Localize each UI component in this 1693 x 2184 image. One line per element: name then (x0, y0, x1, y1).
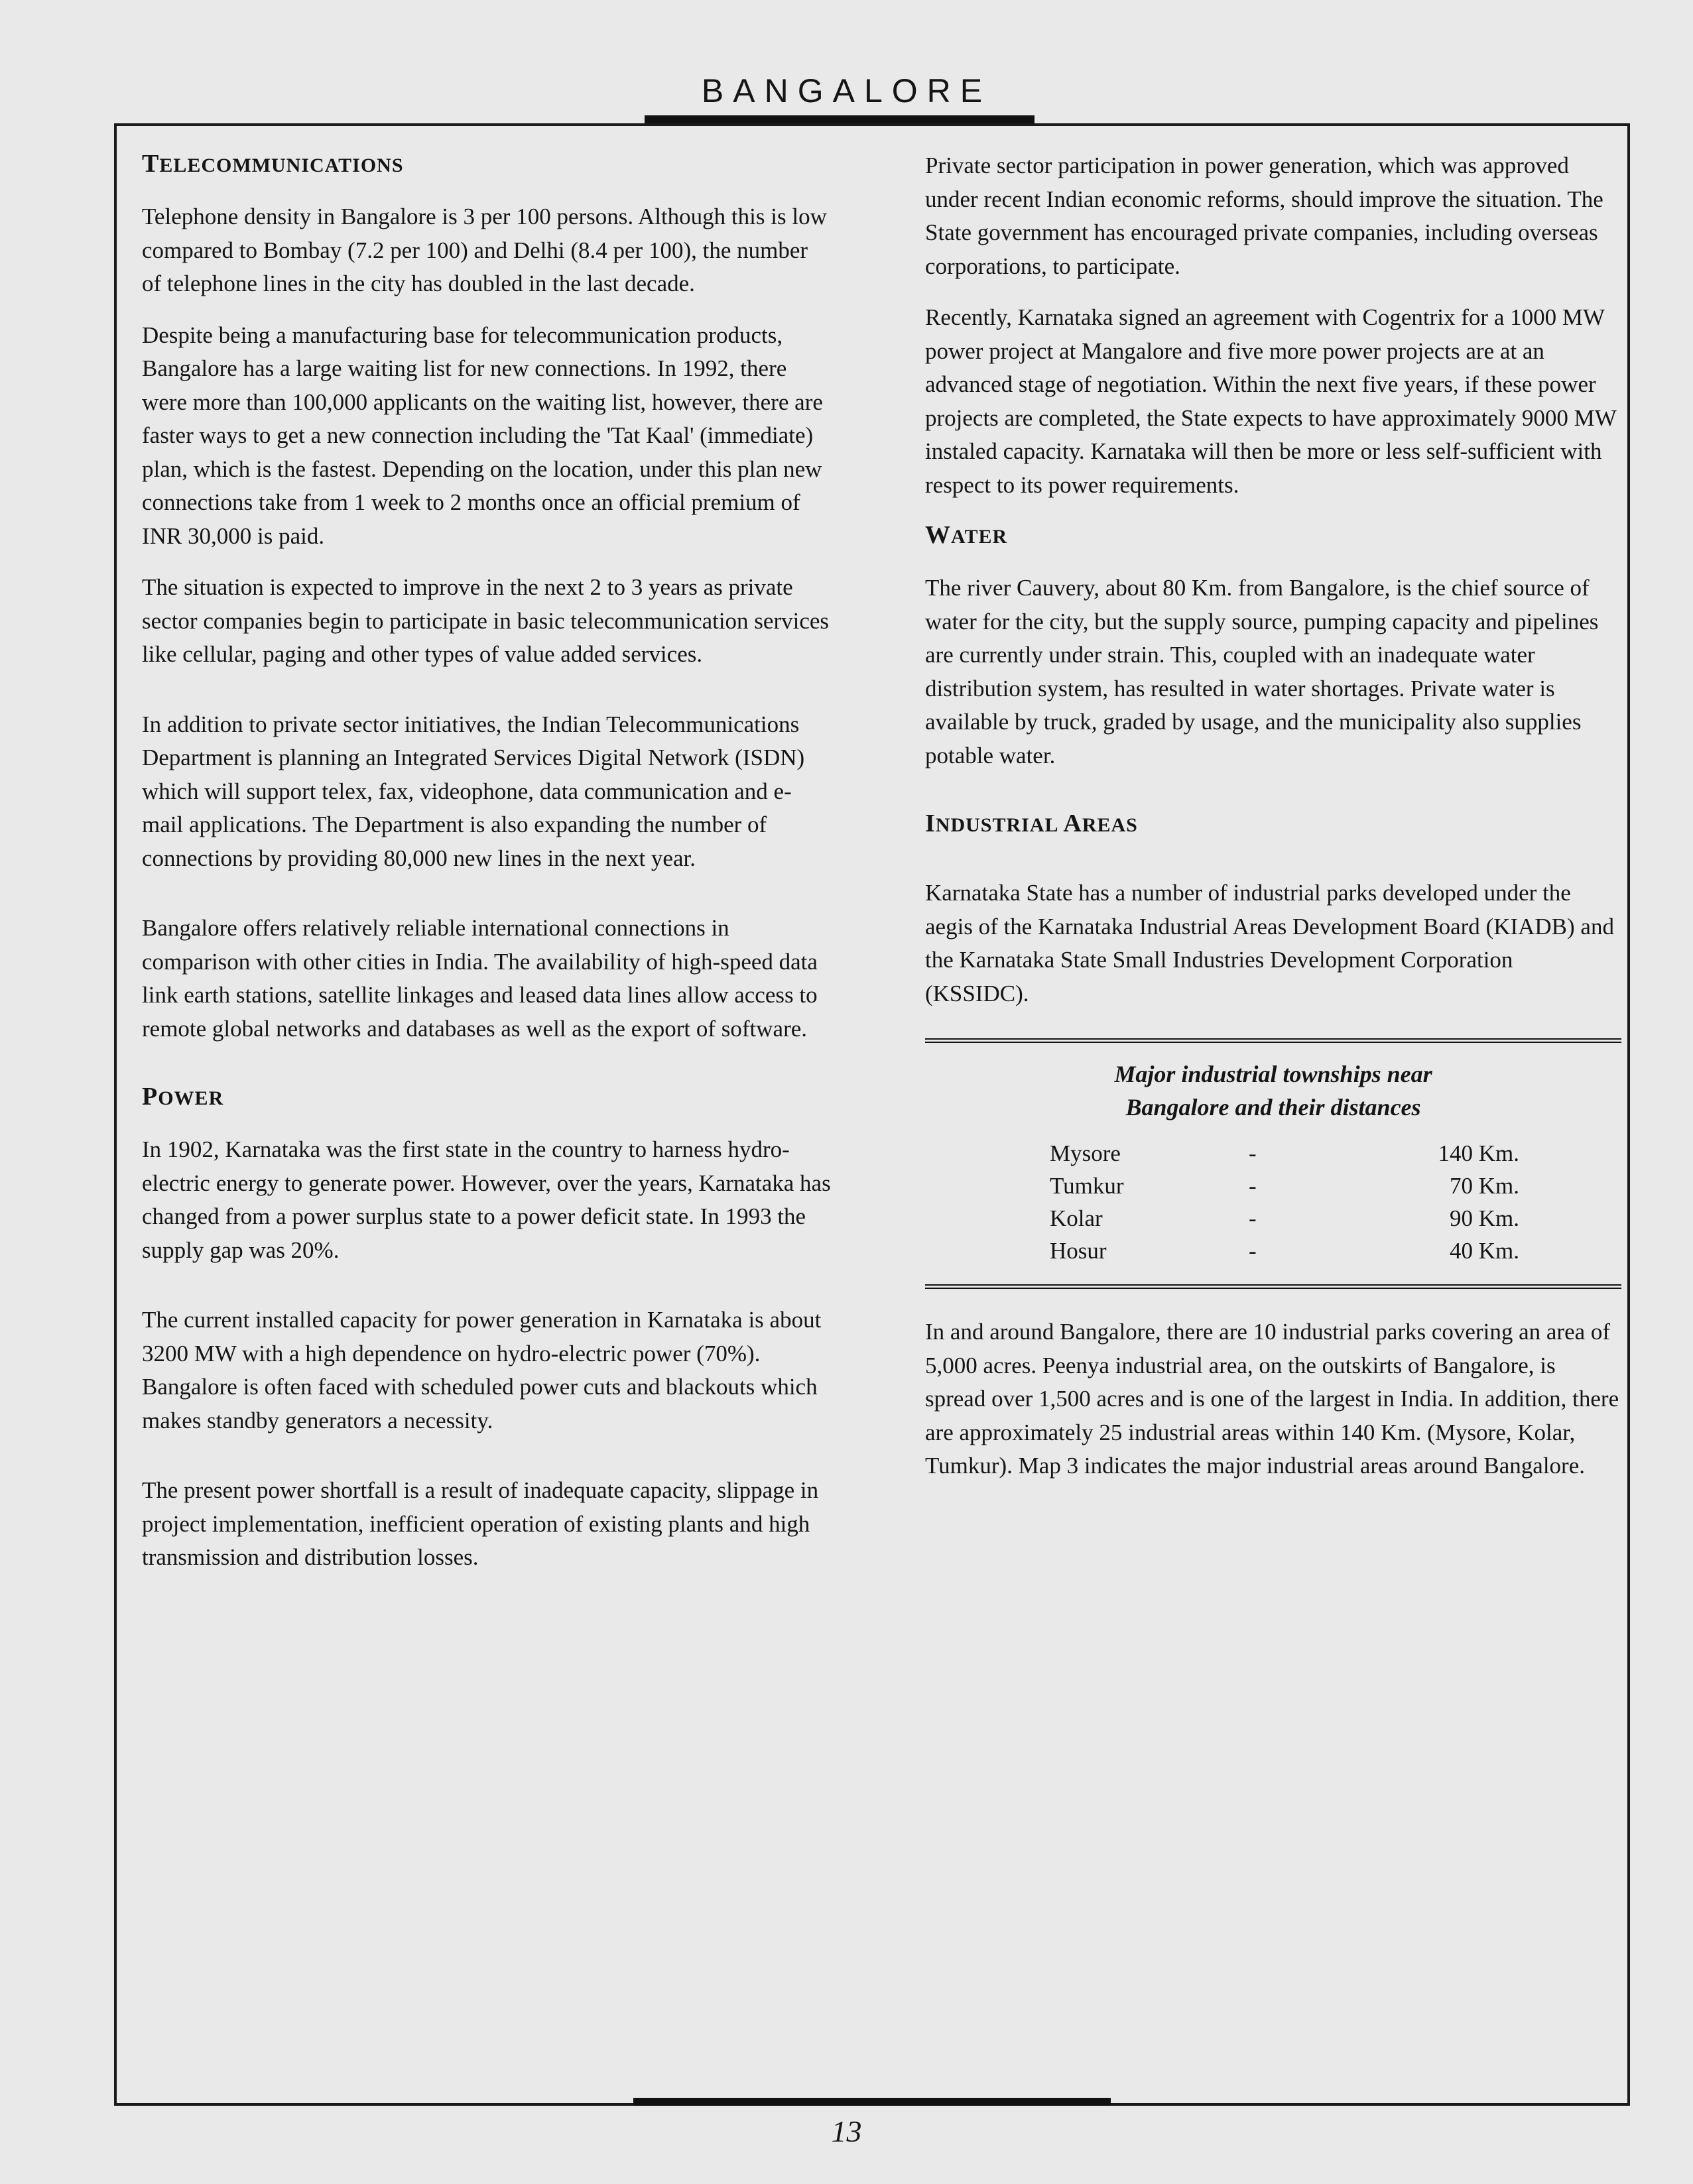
footer-rule (633, 2098, 1111, 2106)
paragraph: Despite being a manufacturing base for telecommunication products, Bangalore has a large waiting list for new connections. In 1992, there were more than 100,000 applicants on the waiting list, however, there are faster ways to get a new connection including the 'Tat Kaal' (immediate) plan, which is the fastest. Depending on the location, under this plan new connections take from 1 week to 2 months once an official premium of INR 30,000 is paid. (142, 322, 823, 549)
town-separator: - (1249, 1140, 1257, 1166)
table-row (925, 1235, 1621, 1267)
town-distance: 140 Km. (1438, 1140, 1519, 1166)
paragraph: In addition to private sector initiatives, the Indian Telecommunications Department is planning an Integrated Services Digital Network (ISDN) which will support telex, fax, videophone, data communication and e-mail applications. The Department is also expanding the number of connections by providing 80,000 new lines in the next year. (142, 711, 805, 871)
table-title (925, 1058, 1621, 1124)
town-name: Hosur (1050, 1238, 1107, 1264)
paragraph: Karnataka State has a number of industrial parks developed under the aegis of the Karnataka Industrial Areas Development Board (KIADB) and the Karnataka State Small Industries Development Corporation (KSSIDC). (925, 880, 1614, 1006)
table-row (925, 1202, 1621, 1235)
heading-initial: W (925, 521, 951, 549)
paragraph: The situation is expected to improve in the next 2 to 3 years as private sector companies begin to participate in basic telecommunication services like cellular, paging and other types of value added services. (142, 574, 830, 667)
section-heading-power (142, 1082, 832, 1113)
heading-initial: A (1063, 810, 1082, 837)
town-name: Kolar (1050, 1205, 1103, 1231)
town-name: Mysore (1050, 1140, 1121, 1166)
page-title: BANGALORE (701, 72, 992, 109)
paragraph: In and around Bangalore, there are 10 industrial parks covering an area of 5,000 acres. Peenya industrial area, on the outskirts of Bangalore, is spread over 1,500 acres and is one of the largest in India. In addition, there are approximately 25 industrial areas within 140 Km. (Mysore, Kolar, Tumkur). Map 3 indicates the major industrial areas around Bangalore. (925, 1319, 1619, 1479)
paragraph: Bangalore offers relatively reliable international connections in comparison with other cities in India. The availability of high-speed data link earth stations, satellite linkages and leased data lines allow access to remote global networks and databases as well as the export of software. (142, 915, 818, 1042)
paragraph: The present power shortfall is a result of inadequate capacity, slippage in project implementation, inefficient operation of existing plants and high transmission and distribution losses. (142, 1477, 819, 1570)
heading-rest: OWER (158, 1087, 224, 1109)
heading-rest: REAS (1082, 814, 1138, 836)
heading-initial: I (925, 810, 936, 837)
heading-rest: ELECOMMUNICATIONS (159, 154, 404, 176)
paragraph: Recently, Karnataka signed an agreement with Cogentrix for a 1000 MW power project at Mangalore and five more power projects are at an advanced stage of negotiation. Within the next five years, if these power projects are completed, the State expects to have approximately 9000 MW instaled capacity. Karnataka will then be more or less self-sufficient with respect to its power requirements. (925, 304, 1617, 498)
section-heading-industrial-areas (925, 809, 1621, 840)
town-distance: 40 Km. (1450, 1238, 1519, 1264)
town-separator: - (1249, 1238, 1257, 1264)
heading-rest: NDUSTRIAL (935, 814, 1064, 836)
paragraph: Private sector participation in power generation, which was approved under recent Indian economic reforms, should improve the situation. The State government has encouraged private companies, including overseas corporations, to participate. (925, 152, 1603, 279)
right-column (925, 149, 1621, 1501)
town-distance: 70 Km. (1450, 1173, 1519, 1199)
table-row (925, 1137, 1621, 1170)
paragraph: The current installed capacity for power generation in Karnataka is about 3200 MW with a high dependence on hydro-electric power (70%). Bangalore is often faced with scheduled power cuts and blackouts which makes standby generators a necessity. (142, 1307, 822, 1433)
paragraph: In 1902, Karnataka was the first state in the country to harness hydro-electric energy to generate power. However, over the years, Karnataka has changed from a power surplus state to a power deficit state. In 1993 the supply gap was 20%. (142, 1136, 831, 1263)
table-row (925, 1170, 1621, 1202)
townships-table (925, 1038, 1621, 1289)
town-separator: - (1249, 1173, 1257, 1199)
town-distance: 90 Km. (1450, 1205, 1519, 1231)
section-heading-telecommunications (142, 149, 832, 180)
table-title-line: Bangalore and their distances (1125, 1094, 1421, 1121)
table-title-line: Major industrial townships near (1114, 1061, 1432, 1087)
section-heading-water (925, 520, 1621, 552)
town-name: Tumkur (1050, 1173, 1124, 1199)
heading-rest: ATER (951, 526, 1008, 548)
heading-initial: P (142, 1083, 158, 1111)
header-rule (645, 115, 1035, 123)
paragraph: The river Cauvery, about 80 Km. from Bangalore, is the chief source of water for the city, but the supply source, pumping capacity and pipelines are currently under strain. This, coupled with an inadequate water distribution system, has resulted in water shortages. Private water is available by truck, graded by usage, and the municipality also supplies potable water. (925, 575, 1599, 768)
town-separator: - (1249, 1205, 1257, 1231)
heading-initial: T (142, 150, 160, 178)
page-number: 13 (831, 2114, 862, 2148)
paragraph: Telephone density in Bangalore is 3 per 100 persons. Although this is low compared to Bombay (7.2 per 100) and Delhi (8.4 per 100), the number of telephone lines in the city has doubled in the last decade. (142, 204, 827, 296)
left-column (142, 149, 832, 1593)
